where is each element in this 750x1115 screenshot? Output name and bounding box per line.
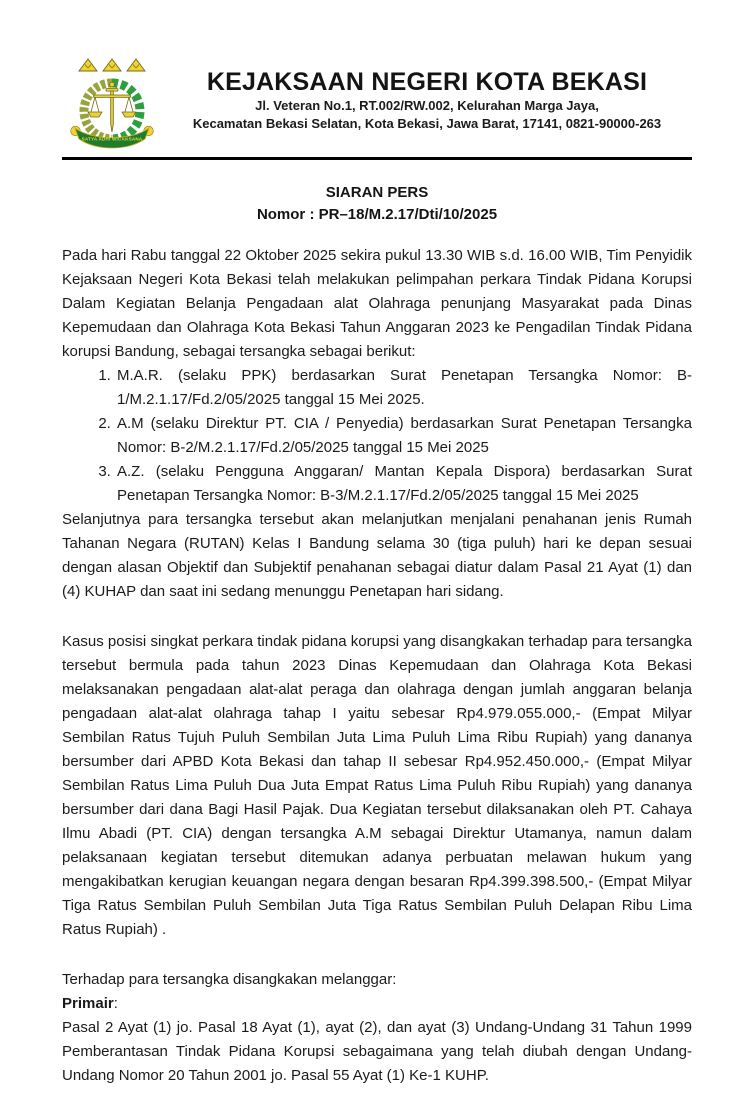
suspect-item: 1. M.A.R. (selaku PPK) berdasarkan Surat Penetapan Tersangka Nomor: B-1/M.2.1.17/Fd.2/05/2025 tanggal 15 Mei 2025.: [115, 364, 692, 412]
case-paragraph: Kasus posisi singkat perkara tindak pidana korupsi yang disangkakan terhadap para tersangka tersebut bermula pada tahun 2023 Dinas Kepemudaan dan Olahraga Kota Bekasi melaksanakan pengadaan alat-alat peraga dan olahraga dengan jumlah anggaran belanja pengadaan alat-alat olahraga tahap I yaitu sebesar Rp4.979.055.000,- (Empat Milyar Sembilan Ratus Tujuh Puluh Sembilan Juta Lima Puluh Lima Ribu Rupiah) yang dananya bersumber dari APBD Kota Bekasi dan tahap II sebesar Rp4.952.450.000,- (Empat Milyar Sembilan Ratus Lima Puluh Dua Juta Empat Ratus Lima Puluh Ribu Rupiah) yang dananya bersumber dari dana Bagi Hasil Pajak. Dua Kegiatan tersebut dilaksanakan oleh PT. Cahaya Ilmu Abadi (PT. CIA) dengan tersangka A.M sebagai Direktur Utamanya, namun dalam pelaksanaan kegiatan tersebut ditemukan adanya perbuatan melawan hukum yang mengakibatkan kerugian keuangan negara dengan besaran Rp4.399.398.500,- (Empat Milyar Tiga Ratus Sembilan Puluh Sembilan Juta Tiga Ratus Sembilan Puluh Delapan Ribu Lima Ratus Rupiah) .: [62, 633, 692, 938]
trisula-icon: [79, 59, 145, 71]
detention-paragraph: Selanjutnya para tersangka tersebut akan melanjutkan menjalani penahanan jenis Rumah Tahanan Negara (RUTAN) Kelas I Bandung selama 30 (tiga puluh) hari ke depan sesuai dengan alasan Objektif dan Subjektif penahanan sebagai diatur dalam Pasal 21 Ayat (1) dan (4) KUHAP dan saat ini sedang menunggu Penetapan hari sidang.: [62, 511, 692, 600]
press-release-title: SIARAN PERS: [325, 184, 429, 201]
suspect-item: 2. A.M (selaku Direktur PT. CIA / Penyedia) berdasarkan Surat Penetapan Tersangka Nomor: B-2/M.2.1.17/Fd.2/05/2025 tanggal 15 Mei 2025: [115, 412, 692, 460]
institution-name: KEJAKSAAN NEGERI KOTA BEKASI: [206, 68, 648, 96]
address-line-2: Kecamatan Bekasi Selatan, Kota Bekasi, Jawa Barat, 17141, 0821-90000-263: [192, 115, 662, 131]
document-body: [62, 244, 692, 1088]
doc-title-block: [62, 182, 692, 226]
letterhead: [62, 58, 692, 152]
primair-paragraph: Pasal 2 Ayat (1) jo. Pasal 18 Ayat (1), ayat (2), dan ayat (3) Undang-Undang 31 Tahun 1999 Pemberantasan Tindak Pidana Korupsi sebagaimana yang telah diubah dengan Undang-Undang Nomor 20 Tahun 2001 jo. Pasal 55 Ayat (1) Ke-1 KUHP.: [62, 1019, 692, 1084]
address-line-1: Jl. Veteran No.1, RT.002/RW.002, Kelurahan Marga Jaya,: [255, 97, 599, 113]
suspect-item: 3. A.Z. (selaku Pengguna Anggaran/ Mantan Kepala Dispora) berdasarkan Surat Penetapan Tersangka Nomor: B-3/M.2.1.17/Fd.2/05/2025 tanggal 15 Mei 2025: [115, 460, 692, 508]
primair-heading: [62, 992, 692, 1016]
primair-colon: :: [113, 995, 118, 1012]
kejaksaan-logo-icon: [62, 58, 162, 152]
intro-paragraph: Pada hari Rabu tanggal 22 Oktober 2025 sekira pukul 13.30 WIB s.d. 16.00 WIB, Tim Penyidik Kejaksaan Negeri Kota Bekasi telah melakukan pelimpahan perkara Tindak Pidana Korupsi Dalam Kegiatan Belanja Pengadaan alat Olahraga penunjang Masyarakat pada Dinas Kepemudaan dan Olahraga Kota Bekasi Tahun Anggaran 2023 ke Pengadilan Tindak Pidana korupsi Bandung, sebagai tersangka sebagai berikut:: [62, 247, 692, 360]
motto-text: SATYA ADHI WICAKSANA: [81, 136, 143, 142]
press-release-number: Nomor : PR–18/M.2.17/Dti/10/2025: [256, 206, 498, 223]
letterhead-text: [162, 58, 692, 133]
letterhead-divider: [62, 157, 692, 160]
suspect-list: [62, 364, 692, 508]
charges-intro: Terhadap para tersangka disangkakan melanggar:: [62, 971, 397, 988]
primair-label: Primair: [62, 995, 114, 1012]
kejaksaan-logo: [62, 58, 162, 152]
